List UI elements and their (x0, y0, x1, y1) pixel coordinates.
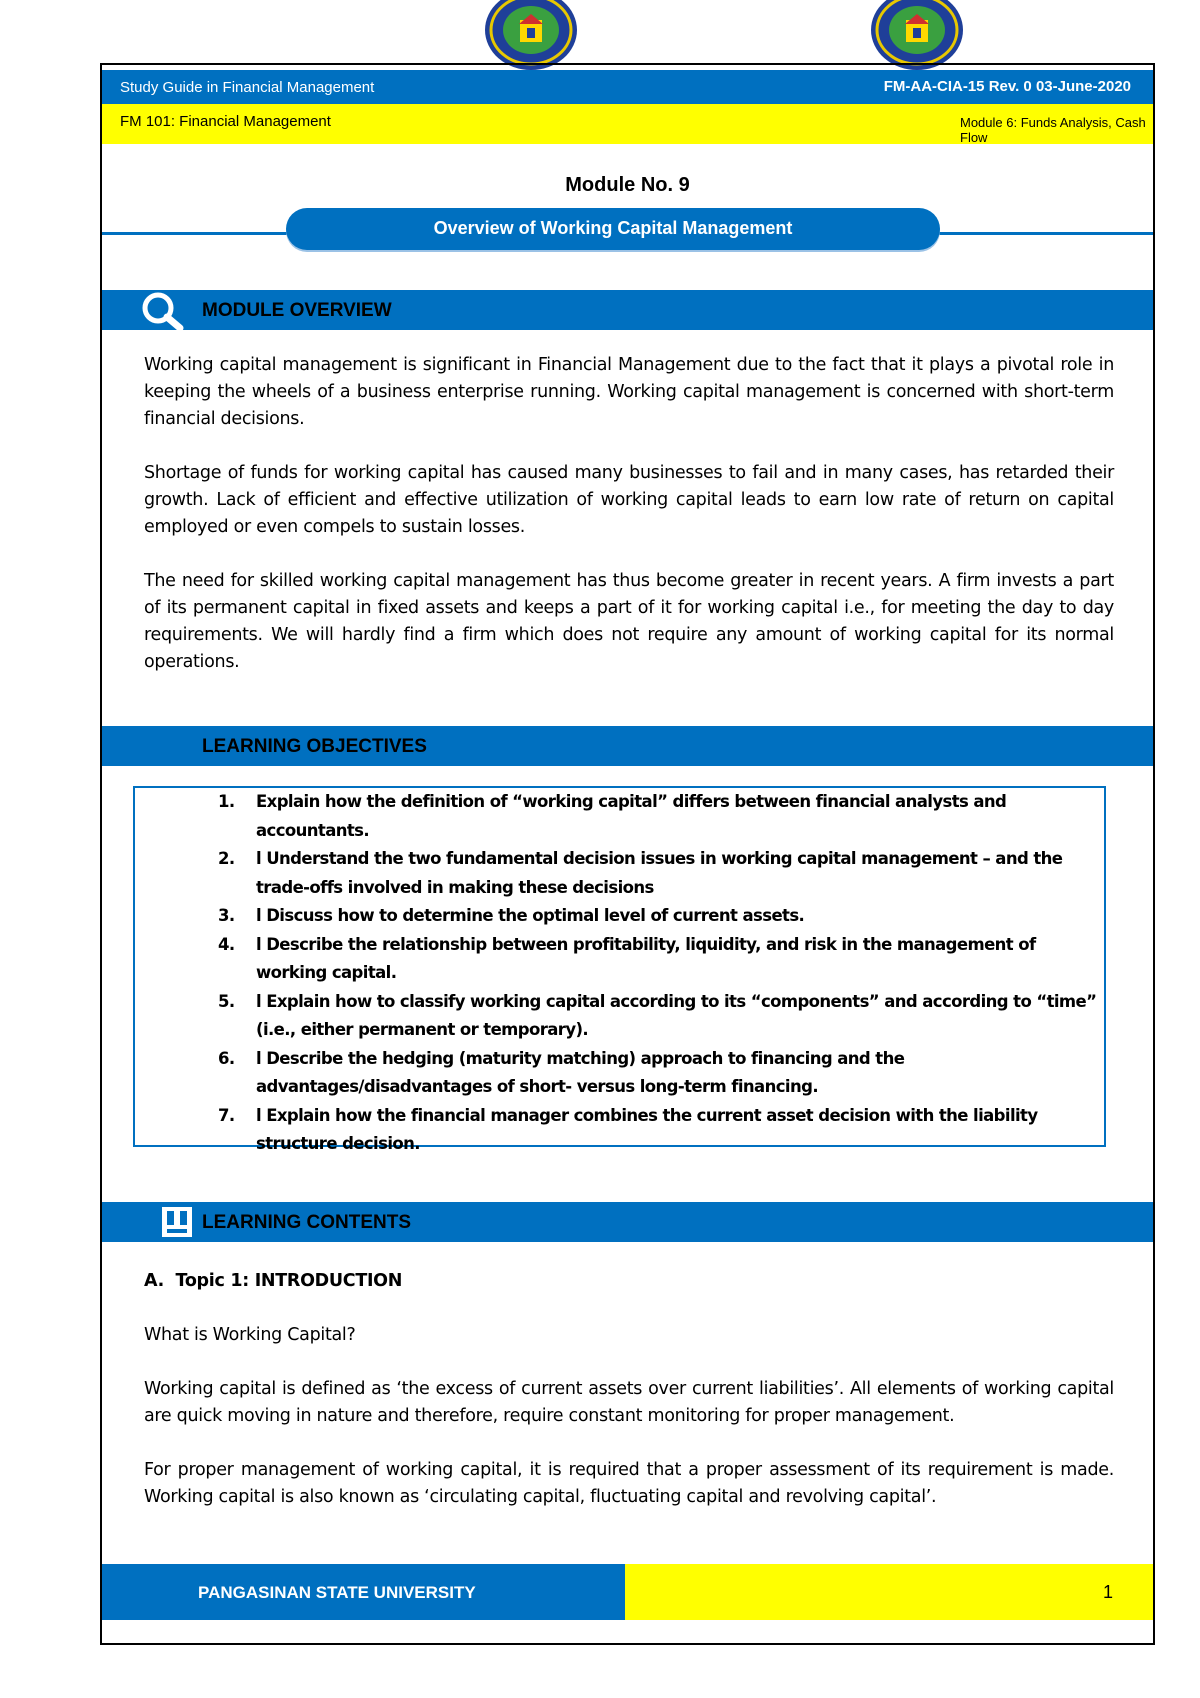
document-code: FM-AA-CIA-15 Rev. 0 03-June-2020 (883, 78, 1131, 95)
course-bar (102, 104, 1153, 144)
module-number: Module No. 9 (565, 174, 690, 196)
topic-heading: A. Topic 1: INTRODUCTION (144, 1271, 403, 1291)
university-seal-right (869, 0, 965, 70)
document-icon (160, 1205, 194, 1245)
content-paragraph: Working capital is defined as ‘the excess of current assets over current liabilities’. All elements of working capital are quick moving in nature and therefore, require constant monitoring for proper management. (144, 1379, 1114, 1426)
overview-paragraph: The need for skilled working capital management has thus become greater in recent years. A firm invests a part of its permanent capital in fixed assets and keeps a part of it for working capital i.e., for meeting the day to day requirements. We will hardly find a firm which does not require any amount of working capital for its normal operations. (144, 571, 1114, 672)
footer-page-bar (625, 1564, 1153, 1620)
objective-item: 6. l Describe the hedging (maturity matching) approach to financing and the advantages/disadvantages of short- versus long-term financing. (218, 1048, 905, 1096)
content-paragraph: For proper management of working capital, it is required that a proper assessment of its requirement is made. Working capital is also known as ‘circulating capital, fluctuating capital and revolving capital’. (144, 1460, 1114, 1507)
university-seal-left (483, 0, 579, 70)
objective-item: 3. l Discuss how to determine the optimal level of current assets. (218, 906, 805, 925)
module-label: Module 6: Funds Analysis, Cash Flow (960, 115, 1146, 144)
objective-item: 7. l Explain how the financial manager combines the current asset decision with the liability structure decision. (218, 1105, 1038, 1153)
learning-contents-heading: LEARNING CONTENTS (202, 1212, 411, 1233)
title-rule-right (934, 232, 1153, 235)
header-bar (102, 70, 1153, 104)
topic-question: What is Working Capital? (144, 1325, 356, 1345)
page-number: 1 (1102, 1582, 1113, 1602)
university-name: PANGASINAN STATE UNIVERSITY (198, 1583, 476, 1602)
course-title: FM 101: Financial Management (120, 113, 331, 130)
module-title: Overview of Working Capital Management (286, 208, 940, 250)
learning-contents-band (102, 1202, 1153, 1242)
overview-paragraph: Shortage of funds for working capital has caused many businesses to fail and in many cases, has retarded their growth. Lack of efficient and effective utilization of working capital leads to earn low rate of return on capital employed or even compels to sustain losses. (144, 463, 1114, 537)
learning-objectives-band (102, 726, 1153, 766)
objectives-list (218, 788, 1098, 1159)
objective-item: 2. l Understand the two fundamental decision issues in working capital management – and the trade-offs involved in making these decisions (218, 849, 1063, 897)
magnifier-icon (140, 292, 184, 336)
module-overview-band (102, 290, 1153, 330)
objective-item: 5. l Explain how to classify working capital according to its “components” and according to “time” (i.e., either permanent or temporary). (218, 991, 1097, 1039)
learning-objectives-heading: LEARNING OBJECTIVES (202, 736, 427, 757)
title-rule-left (102, 232, 292, 235)
study-guide-title: Study Guide in Financial Management (120, 79, 375, 96)
overview-paragraph: Working capital management is significant in Financial Management due to the fact that it plays a pivotal role in keeping the wheels of a business enterprise running. Working capital management is concerned with short-term financial decisions. (144, 355, 1114, 429)
objective-item: 1. Explain how the definition of “working capital” differs between financial analysts and accountants. (218, 792, 1007, 840)
objective-item: 4. l Describe the relationship between profitability, liquidity, and risk in the management of working capital. (218, 934, 1036, 982)
module-overview-heading: MODULE OVERVIEW (202, 300, 392, 321)
footer-university-bar (102, 1564, 625, 1620)
